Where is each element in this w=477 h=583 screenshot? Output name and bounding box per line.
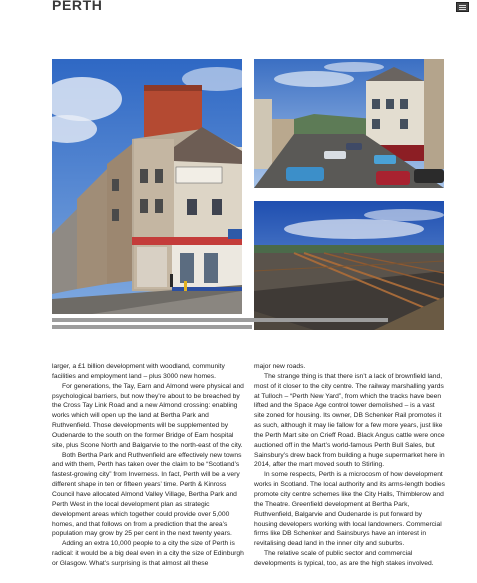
photo-railway-yard xyxy=(254,201,444,330)
article-column-right xyxy=(254,362,446,569)
hamburger-menu-icon[interactable] xyxy=(456,2,469,12)
article-paragraph: For generations, the Tay, Earn and Almond were physical and psychological barriers, but now they’re about to be breached by the Cross Tay Link Road and a new Almond crossing: enabling works which will open up the land at Bertha Park and Ruthvenfield. Those developments will be supplemented by Oudenarde to the south on the former Bridge of Earn hospital site, plus Scone North and Balgarvie to the north-east of the city. xyxy=(52,382,244,449)
article-paragraph: The relative scale of public sector and commercial developments is typical, too, as are the high stakes involved. xyxy=(254,550,434,567)
divider-rule xyxy=(52,318,388,322)
article-paragraph: major new roads. xyxy=(254,363,306,370)
photo-street-view xyxy=(254,59,444,188)
article-paragraph: larger, a £1 billion development with woodland, community facilities and employment land – plus 3000 new homes. xyxy=(52,363,225,380)
photo-town-street xyxy=(52,59,242,314)
article-paragraph: The strange thing is that there isn’t a lack of brownfield land, most of it closer to the city centre. The railway marshalling yards at Tulloch – “Perth New Yard”, from which the tracks have been lifted and the Space Age control tower demolished – is a vast site zoned for housing. Its owner, DB Schenker Rail promotes it as such, although it may lie fallow for a few more years, just like the Perth Mart site on Crieff Road. Black Angus cattle were once auctioned off in the Mart’s world-famous Perth Bull Sales, but Sainsbury’s drew back from building a huge supermarket here in 2014, after the mart moved south to Stirling. xyxy=(254,372,445,469)
article-paragraph: Adding an extra 10,000 people to a city the size of Perth is radical: it would be a big deal even in a city the size of Edinburgh or Glasgow. What’s surprising is that almost all these xyxy=(52,540,244,567)
railway-yard-illustration xyxy=(254,201,444,330)
article-paragraph: In some respects, Perth is a microcosm of how development works in Scotland. The local authority and its arms-length bodies promote city centre schemes like the City Halls, Thimblerow and the Theatre. Greenfield development at Bertha Park, Ruthvenfield, Balgarvie and Oudenarde is put forward by housing developers working with local landowners. Commercial firms like DB Schenker and Sainsburys have an interest in revitalising dead land in the inner city and suburbs. xyxy=(254,471,445,548)
divider-rule xyxy=(52,325,252,329)
masthead xyxy=(0,0,477,20)
street-view-illustration xyxy=(254,59,444,188)
article-paragraph: Both Bertha Park and Ruthvenfield are effectively new towns and with them, Perth has taken over the claim to be “Scotland’s fastest-growing city” from Inverness. In fact, Perth will be a very different shape in ten or fifteen years’ time. Perth & Kinross Council have allocated Almond Valley Village, Bertha Park and Perth West in the local development plan as strategic development areas which together could provide over 5,000 homes, and that follows on from a prediction that the area’s population may grow by 25 per cent in the next twenty years. xyxy=(52,451,242,538)
site-logo[interactable]: PERTH xyxy=(52,0,103,13)
town-street-illustration xyxy=(52,59,242,314)
article-column-left xyxy=(52,362,244,569)
